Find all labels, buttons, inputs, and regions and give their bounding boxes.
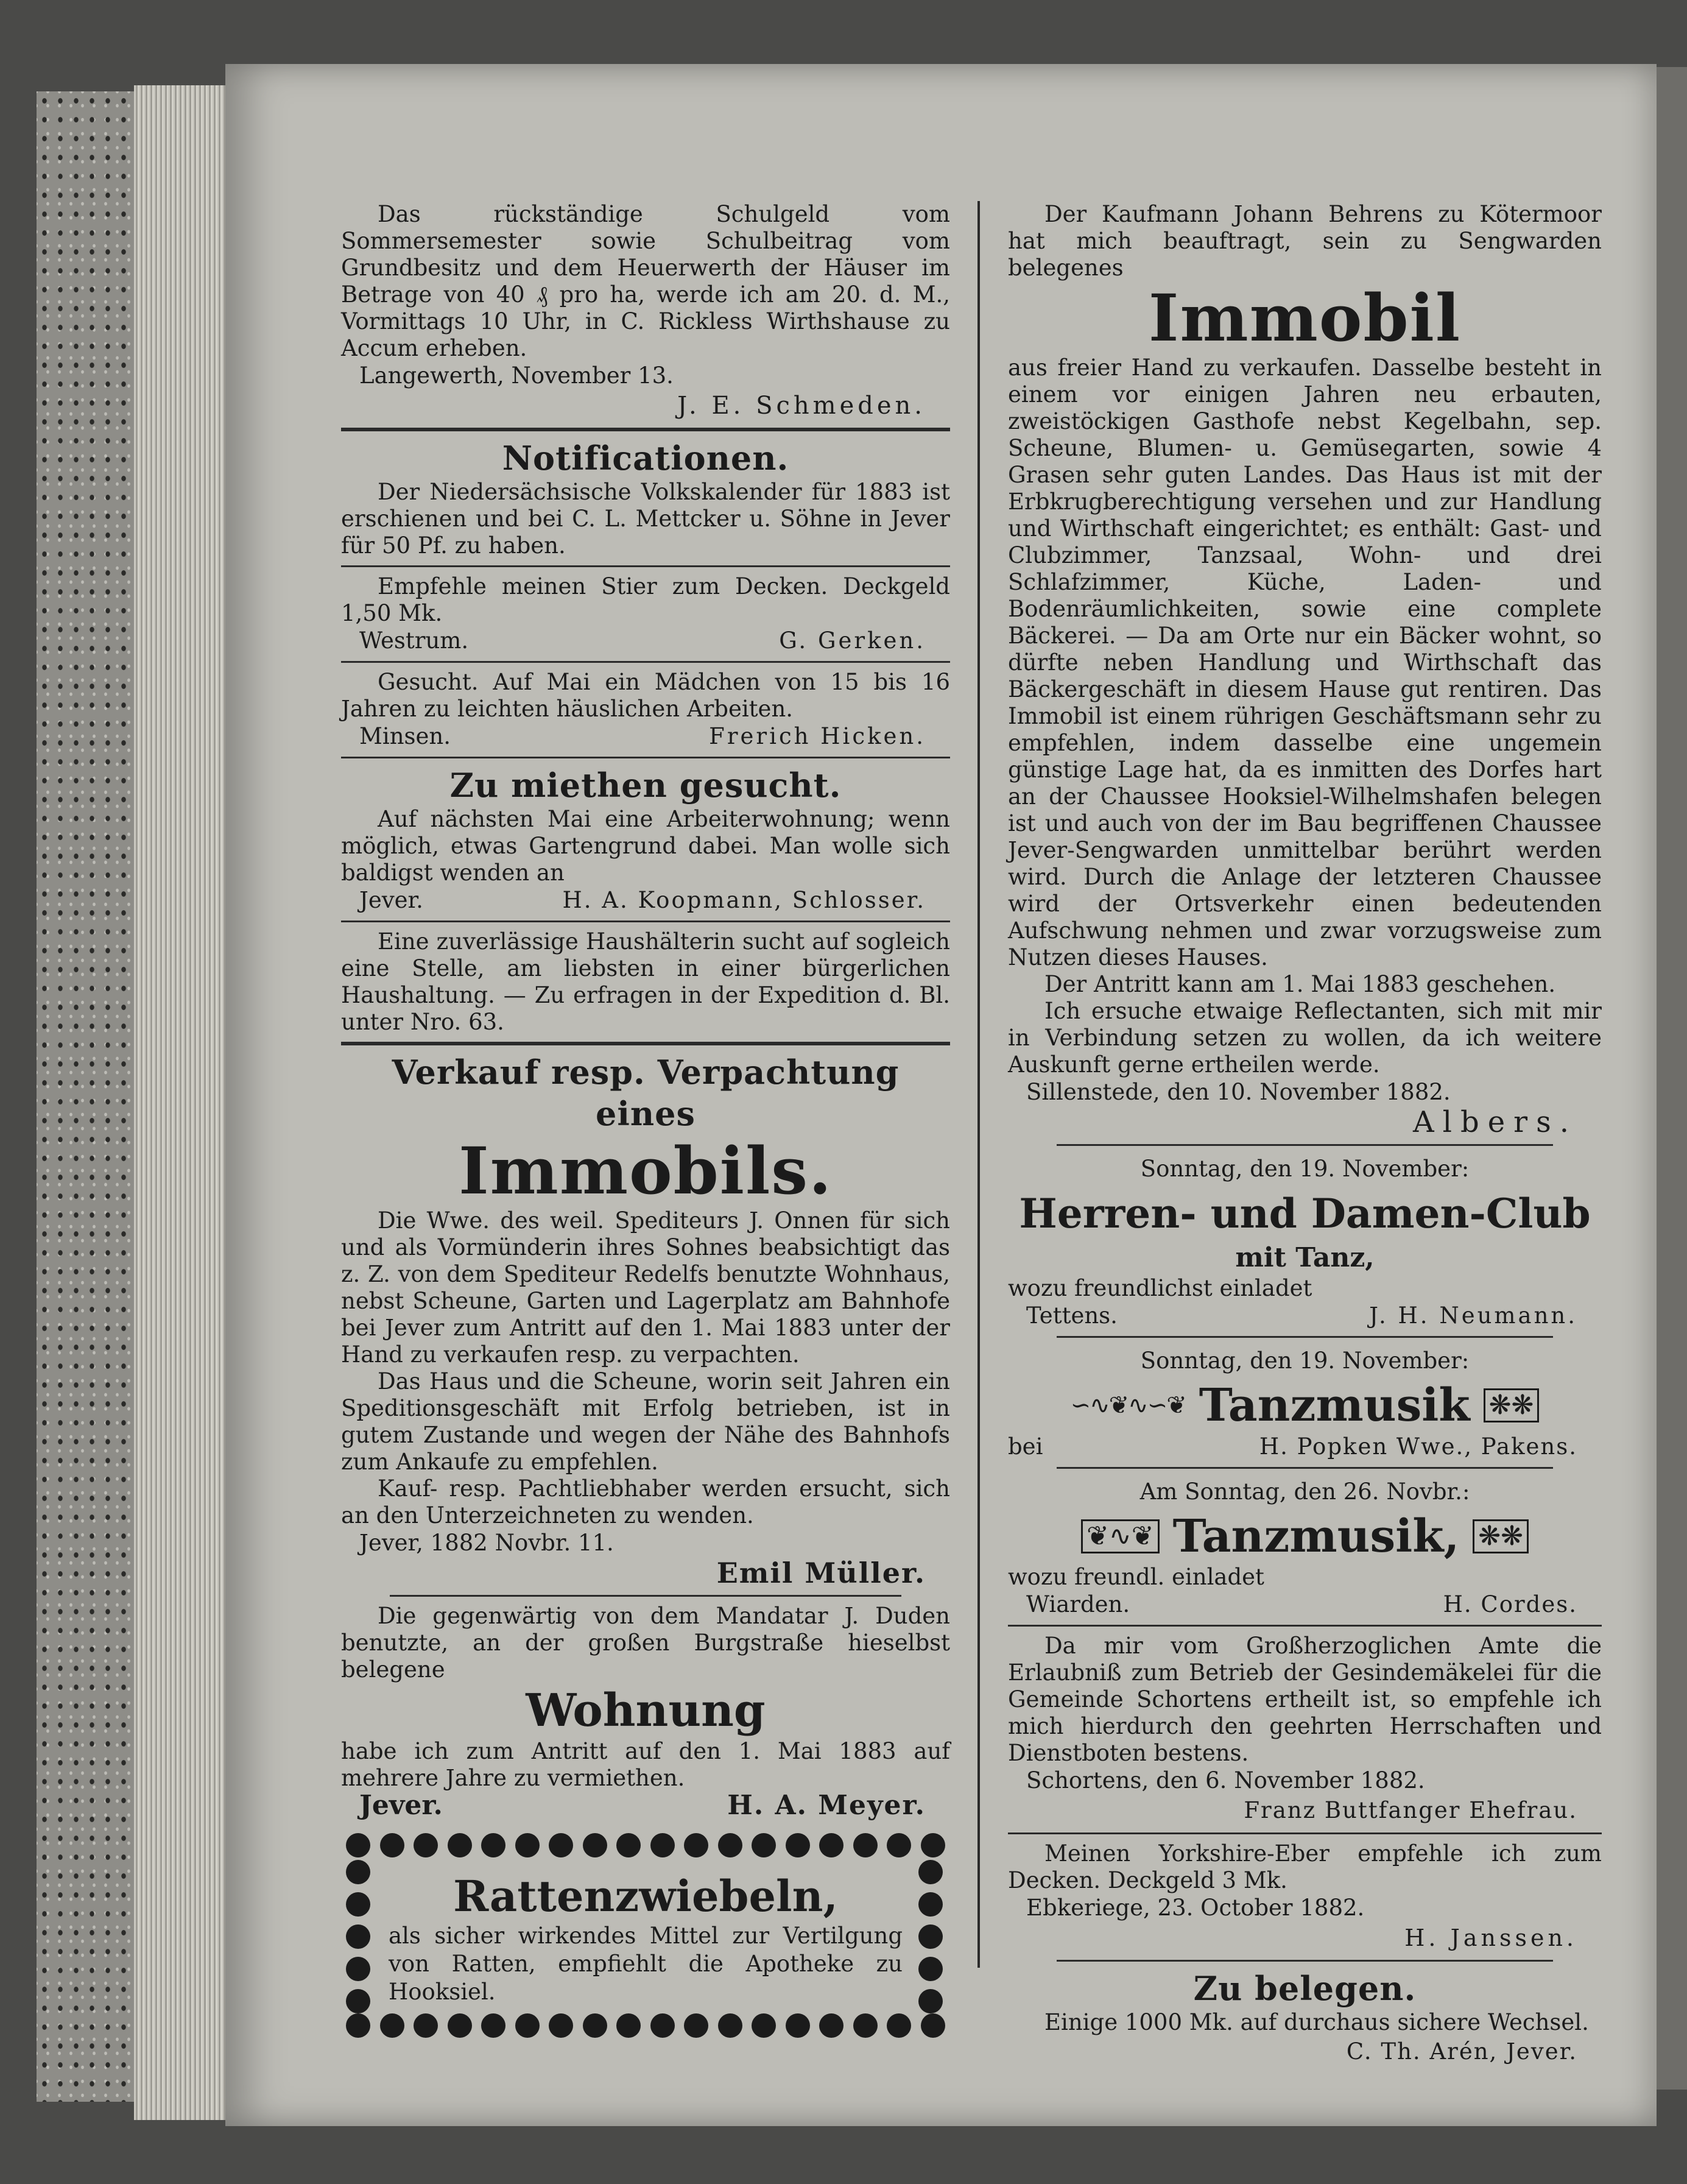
- ad-footer: [341, 362, 950, 390]
- ad-text: Das Haus und die Scheune, worin seit Jahren ein Speditionsgeschäft mit Erfolg betrieben, ist in gutem Zustande und wegen der Nähe des Bahnhofs zum Ankaufe zu empfehlen.: [341, 1368, 950, 1475]
- dot-border-left: [346, 1860, 373, 2013]
- ad-signature: Albers.: [1413, 1105, 1577, 1139]
- ad-text: als sicher wirkendes Mittel zur Vertilgung von Ratten, empfiehlt die Apotheke zu Hooksiel.: [389, 1923, 903, 2005]
- ad-footer: [1008, 1591, 1602, 1619]
- ad-signature: Franz Buttfanger Ehefrau.: [1244, 1797, 1577, 1823]
- dot-border-right: [918, 1860, 945, 2013]
- ad-text: Ich ersuche etwaige Reflectanten, sich mit mir in Verbindung setzen zu wollen, da ich weitere Auskunft gerne ertheilen werde.: [1008, 998, 1602, 1078]
- ad-text: Der Antritt kann am 1. Mai 1883 geschehen.: [1044, 971, 1556, 997]
- right-column: [1008, 134, 1602, 2068]
- ad-signature: H. A. Meyer.: [727, 1790, 926, 1821]
- ad-haushaelterin: [341, 928, 950, 1036]
- ad-text: Auf nächsten Mai eine Arbeiterwohnung; wenn möglich, etwas Gartengrund dabei. Man wolle sich baldigst wenden an: [341, 806, 950, 886]
- ad-footer: [341, 723, 950, 751]
- section-heading: Verkauf resp. Verpachtung eines: [392, 1053, 900, 1133]
- ad-ratten: [346, 1833, 945, 2040]
- ad-place: Langewerth, November 13.: [359, 362, 674, 389]
- ad-gesinde: [1008, 1633, 1602, 1826]
- section-rule: [341, 565, 950, 567]
- section-heading: Rattenzwiebeln,: [453, 1871, 838, 1921]
- ornament-icon: ❋❋: [1484, 1388, 1540, 1422]
- ad-text: Einige 1000 Mk. auf durchaus sichere Wechsel.: [1044, 2009, 1589, 2035]
- ad-footer: [341, 627, 950, 655]
- ad-place: Tettens.: [1026, 1302, 1118, 1329]
- ad-place: Schortens, den 6. November 1882.: [1026, 1767, 1425, 1793]
- ad-signature: Frerich Hicken.: [709, 723, 926, 749]
- big-heading: Immobils.: [459, 1133, 833, 1209]
- ad-signature: J. E. Schmeden.: [677, 392, 926, 420]
- ad-text: Der Niedersächsische Volkskalender für 1883 ist erschienen und bei C. L. Mettcker u. Söhne in Jever für 50 Pf. zu haben.: [341, 479, 950, 559]
- page-edges: [134, 85, 238, 2120]
- ad-footer: [1008, 1767, 1602, 1795]
- column-divider: [977, 201, 980, 1968]
- event-date: Sonntag, den 19. November:: [1140, 1156, 1470, 1182]
- section-rule: [341, 428, 950, 431]
- section-heading: Herren- und Damen-Club: [1019, 1190, 1591, 1237]
- ad-signature: H. Cordes.: [1443, 1591, 1577, 1617]
- section-rule: [390, 1595, 901, 1597]
- section-subheading: mit Tanz,: [1235, 1242, 1375, 1273]
- section-heading: Tanzmusik: [1199, 1379, 1470, 1432]
- section-heading: Zu miethen gesucht.: [449, 766, 842, 805]
- ad-text: wozu freundl. einladet: [1008, 1564, 1264, 1590]
- ad-text: Die gegenwärtig von dem Mandatar J. Duden benutzte, an der großen Burgstraße hieselbst belegene: [341, 1603, 950, 1683]
- dot-border-top: [346, 1833, 945, 1860]
- ad-notificationen: [341, 437, 950, 559]
- ad-belegen: [1008, 1968, 1602, 2068]
- ad-place: Jever, 1882 Novbr. 11.: [359, 1530, 614, 1556]
- ad-footer: [1008, 1433, 1602, 1461]
- ad-place: Wiarden.: [1026, 1591, 1130, 1617]
- ornament-icon: ❋❋: [1473, 1519, 1529, 1553]
- ad-miethen: [341, 765, 950, 914]
- heading-row: [1008, 1378, 1602, 1433]
- big-heading: Wohnung: [526, 1684, 766, 1737]
- ad-text: Das rückständige Schulgeld vom Sommersemester sowie Schulbeitrag vom Grundbesitz und dem Heuerwerth der Häuser im Betrage von 40 ₰ pro ha, werde ich am 20. d. M., Vormittags 10 Uhr, in C. Rickless Wirthshause zu Accum erheben.: [341, 201, 950, 361]
- ad-stier: [341, 573, 950, 655]
- ad-club: [1008, 1152, 1602, 1330]
- ad-footer: [1008, 1894, 1602, 1922]
- ad-text: Empfehle meinen Stier zum Decken. Deckgeld 1,50 Mk.: [341, 573, 950, 626]
- ad-tanz1: [1008, 1344, 1602, 1461]
- section-rule: [1008, 1832, 1602, 1834]
- ad-signature: C. Th. Arén, Jever.: [1346, 2038, 1577, 2065]
- ad-place: Westrum.: [359, 627, 469, 654]
- ad-schulgeld: [341, 201, 950, 422]
- ad-signature: H. Janssen.: [1404, 1924, 1577, 1951]
- ad-footer: [341, 886, 950, 914]
- ad-place: Sillenstede, den 10. November 1882.: [1026, 1079, 1451, 1105]
- ad-tanz2: [1008, 1475, 1602, 1619]
- dot-border-bottom: [346, 2013, 945, 2040]
- ad-signature: H. Popken Wwe., Pakens.: [1259, 1433, 1577, 1460]
- ad-place: Ebkeriege, 23. October 1882.: [1026, 1895, 1365, 1921]
- ad-footer: [1008, 1302, 1602, 1330]
- ad-signature: H. A. Koopmann, Schlosser.: [562, 887, 926, 913]
- ad-text: Kauf- resp. Pachtliebhaber werden ersucht, sich an den Unterzeichneten zu wenden.: [341, 1475, 950, 1528]
- left-column: [341, 134, 950, 2040]
- ad-signature: G. Gerken.: [779, 627, 926, 654]
- ad-wohnung: [341, 1603, 950, 1820]
- section-rule: [1057, 1960, 1553, 1962]
- ad-text: Die Wwe. des weil. Spediteurs J. Onnen für sich und als Vormünderin ihres Sohnes beabsichtigt das z. Z. von dem Spediteur Redelfs benutzte Wohnhaus, nebst Scheune, Garten und Lagerplatz am Bahnhofe bei Jever zum Antritt auf den 1. Mai 1883 unter der Hand zu verkaufen resp. zu verpachten.: [341, 1207, 950, 1368]
- event-date: Sonntag, den 19. November:: [1140, 1348, 1470, 1374]
- section-heading: Zu belegen.: [1193, 1969, 1417, 2008]
- ad-place: Jever.: [359, 1790, 443, 1821]
- section-rule: [341, 661, 950, 663]
- big-heading: Immobil: [1148, 280, 1462, 356]
- section-rule: [1057, 1336, 1553, 1338]
- section-rule: [1008, 1625, 1602, 1627]
- ad-gesucht: [341, 669, 950, 751]
- ad-text: Eine zuverlässige Haushälterin sucht auf sogleich eine Stelle, am liebsten in einer bürgerlichen Haushaltung. — Zu erfragen in der Expedition d. Bl. unter Nro. 63.: [341, 928, 950, 1035]
- ad-verkauf: [341, 1051, 950, 1589]
- ad-text: wozu freundlichst einladet: [1008, 1275, 1312, 1301]
- ad-text: habe ich zum Antritt auf den 1. Mai 1883 auf mehrere Jahre zu vermiethen.: [341, 1738, 950, 1791]
- section-rule: [341, 1042, 950, 1045]
- event-date: Am Sonntag, den 26. Novbr.:: [1139, 1479, 1470, 1505]
- ad-place: Minsen.: [359, 723, 451, 749]
- heading-row: [1008, 1509, 1602, 1564]
- ad-footer: [1008, 1078, 1602, 1106]
- ad-text: aus freier Hand zu verkaufen. Dasselbe besteht in einem vor einigen Jahren neu erbauten, zweistöckigen Gasthofe nebst Kegelbahn, sep. Scheune, Blumen- u. Gemüsegarten, sowie 4 Grasen sehr guten Landes. Das Haus ist mit der Erbkrugberechtigung versehen und zur Handlung und Wirthschaft eingerichtet; es enthält: Gast- und Clubzimmer, Tanzsaal, Wohn- und drei Schlafzimmer, Küche, Laden- und Bodenräumlichkeiten, sowie eine complete Bäckerei. — Da am Orte nur ein Bäcker wohnt, so dürfte neben Handlung und Wirthschaft das Bäckergeschäft in diesem Hause gut rentiren. Das Immobil ist einem rührigen Geschäftsmann sehr zu empfehlen, indem dasselbe eine ungemein günstige Lage hat, da es inmitten des Dorfes hart an der Chaussee Hooksiel-Wilhelmshafen belegen ist und auch von der im Bau begriffenen Chaussee Jever-Sengwarden unmittelbar berührt werden wird. Durch die Anlage der letzteren Chaussee wird der Ortsverkehr einen bedeutenden Aufschwung nehmen und zwar vorzugsweise zum Nutzen dieses Hauses.: [1008, 355, 1602, 970]
- ad-prefix: bei: [1008, 1433, 1043, 1460]
- section-heading: Tanzmusik,: [1172, 1510, 1460, 1563]
- next-page-edge: [1657, 67, 1687, 2090]
- ad-footer: [341, 1529, 950, 1557]
- ad-text: Da mir vom Großherzoglichen Amte die Erlaubniß zum Betrieb der Gesindemäkelei für die Gemeinde Schortens ertheilt ist, so empfehle ich mich hierdurch den geehrten Herrschaften und Dienstboten bestens.: [1008, 1633, 1602, 1766]
- book-spine: [37, 91, 146, 2102]
- section-heading: Notificationen.: [502, 439, 789, 478]
- ornament-icon: ∽∿❦∿∽❦: [1070, 1391, 1186, 1419]
- ad-eber: [1008, 1840, 1602, 1954]
- ad-place: Jever.: [359, 887, 423, 913]
- section-rule: [341, 757, 950, 758]
- ad-footer: [341, 1792, 950, 1820]
- ad-signature: J. H. Neumann.: [1369, 1302, 1577, 1329]
- section-rule: [341, 921, 950, 922]
- section-rule: [1057, 1467, 1553, 1469]
- ad-text: Meinen Yorkshire-Eber empfehle ich zum Decken. Deckgeld 3 Mk.: [1008, 1840, 1602, 1893]
- ornament-icon: ❦∿❦: [1081, 1519, 1160, 1553]
- ad-text: Der Kaufmann Johann Behrens zu Kötermoor hat mich beauftragt, sein zu Sengwarden belegenes: [1008, 201, 1602, 281]
- ad-text: Gesucht. Auf Mai ein Mädchen von 15 bis 16 Jahren zu leichten häuslichen Arbeiten.: [341, 669, 950, 722]
- ad-signature: Emil Müller.: [716, 1557, 926, 1589]
- ad-immobil: [1008, 201, 1602, 1138]
- section-rule: [1057, 1144, 1553, 1146]
